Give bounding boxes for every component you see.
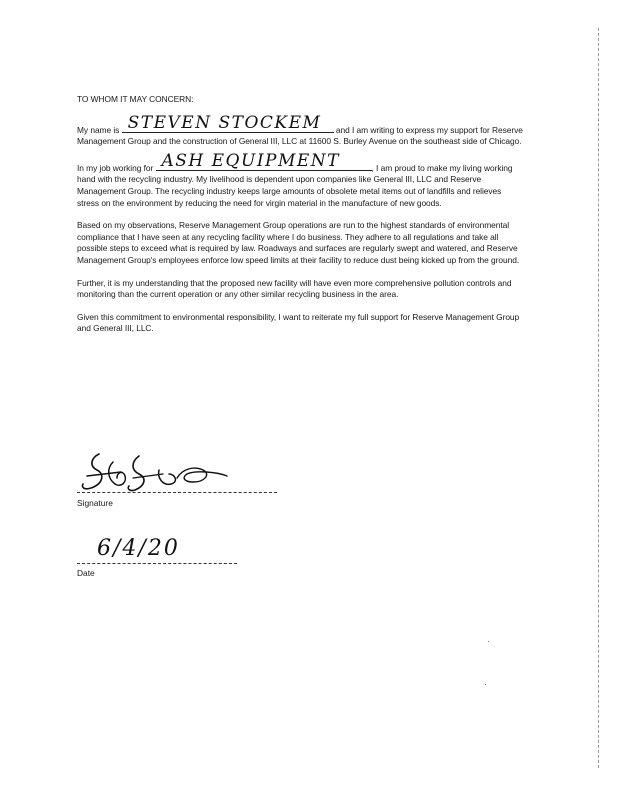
signature-block (77, 448, 297, 518)
employment-lead-text: In my job working for (77, 162, 154, 173)
scan-speck (485, 684, 486, 685)
name-blank (122, 112, 334, 133)
paragraph-commitment: Given this commitment to environmental responsibility, I want to reiterate my full support for Reserve Management Group and General III, LLC. (77, 311, 520, 334)
date-line (77, 563, 237, 564)
handwritten-name: STEVEN STOCKEM (127, 112, 322, 133)
scan-speck (598, 120, 599, 121)
employment-body-text: , I am proud to make my living working hand with the recycling industry. My livelihood is dependent upon companies like General III, LLC and Reserve Management Group. The recycling industry keeps large amounts of obsolete metal items out of landfills and relieves stress on the environment by reducing the need for virgin material in the manufacture of new goods. (77, 162, 513, 208)
signature-label: Signature (77, 498, 113, 508)
date-label: Date (77, 568, 95, 578)
signature-line (77, 492, 277, 493)
letter-body (77, 94, 525, 346)
scan-edge-line (598, 28, 599, 768)
date-block (77, 530, 297, 590)
intro-lead-text: My name is (77, 124, 120, 135)
intro-body-text: and I am writing to express my support for Reserve Management Group and the construction of General III, LLC at 11600 S. Burley Avenue on the southeast side of Chicago. (77, 124, 523, 147)
paragraph-intro (77, 112, 525, 148)
company-blank (156, 150, 372, 171)
paragraph-employment (77, 150, 525, 209)
paragraph-observations: Based on my observations, Reserve Management Group operations are run to the highest standards of environmental compliance that I have seen at any recycling facility where I do business. They adhere to all regulations and take all possible steps to exceed what is required by law. Roadways and surfaces are regularly swept and watered, and Reserve Management Group's employees enforce low speed limits at their facility to reduce dust being kicked up from the ground. (77, 220, 520, 265)
scan-speck (488, 641, 489, 642)
salutation: TO WHOM IT MAY CONCERN: (77, 94, 194, 104)
paragraph-understanding: Further, it is my understanding that the proposed new facility will have even more comprehensive pollution controls and monitoring than the current operation or any other similar recycling business in the area. (77, 277, 512, 300)
handwritten-company: ASH EQUIPMENT (161, 150, 341, 171)
handwritten-date: 6/4/20 (97, 536, 180, 561)
handwritten-signature (77, 448, 297, 498)
